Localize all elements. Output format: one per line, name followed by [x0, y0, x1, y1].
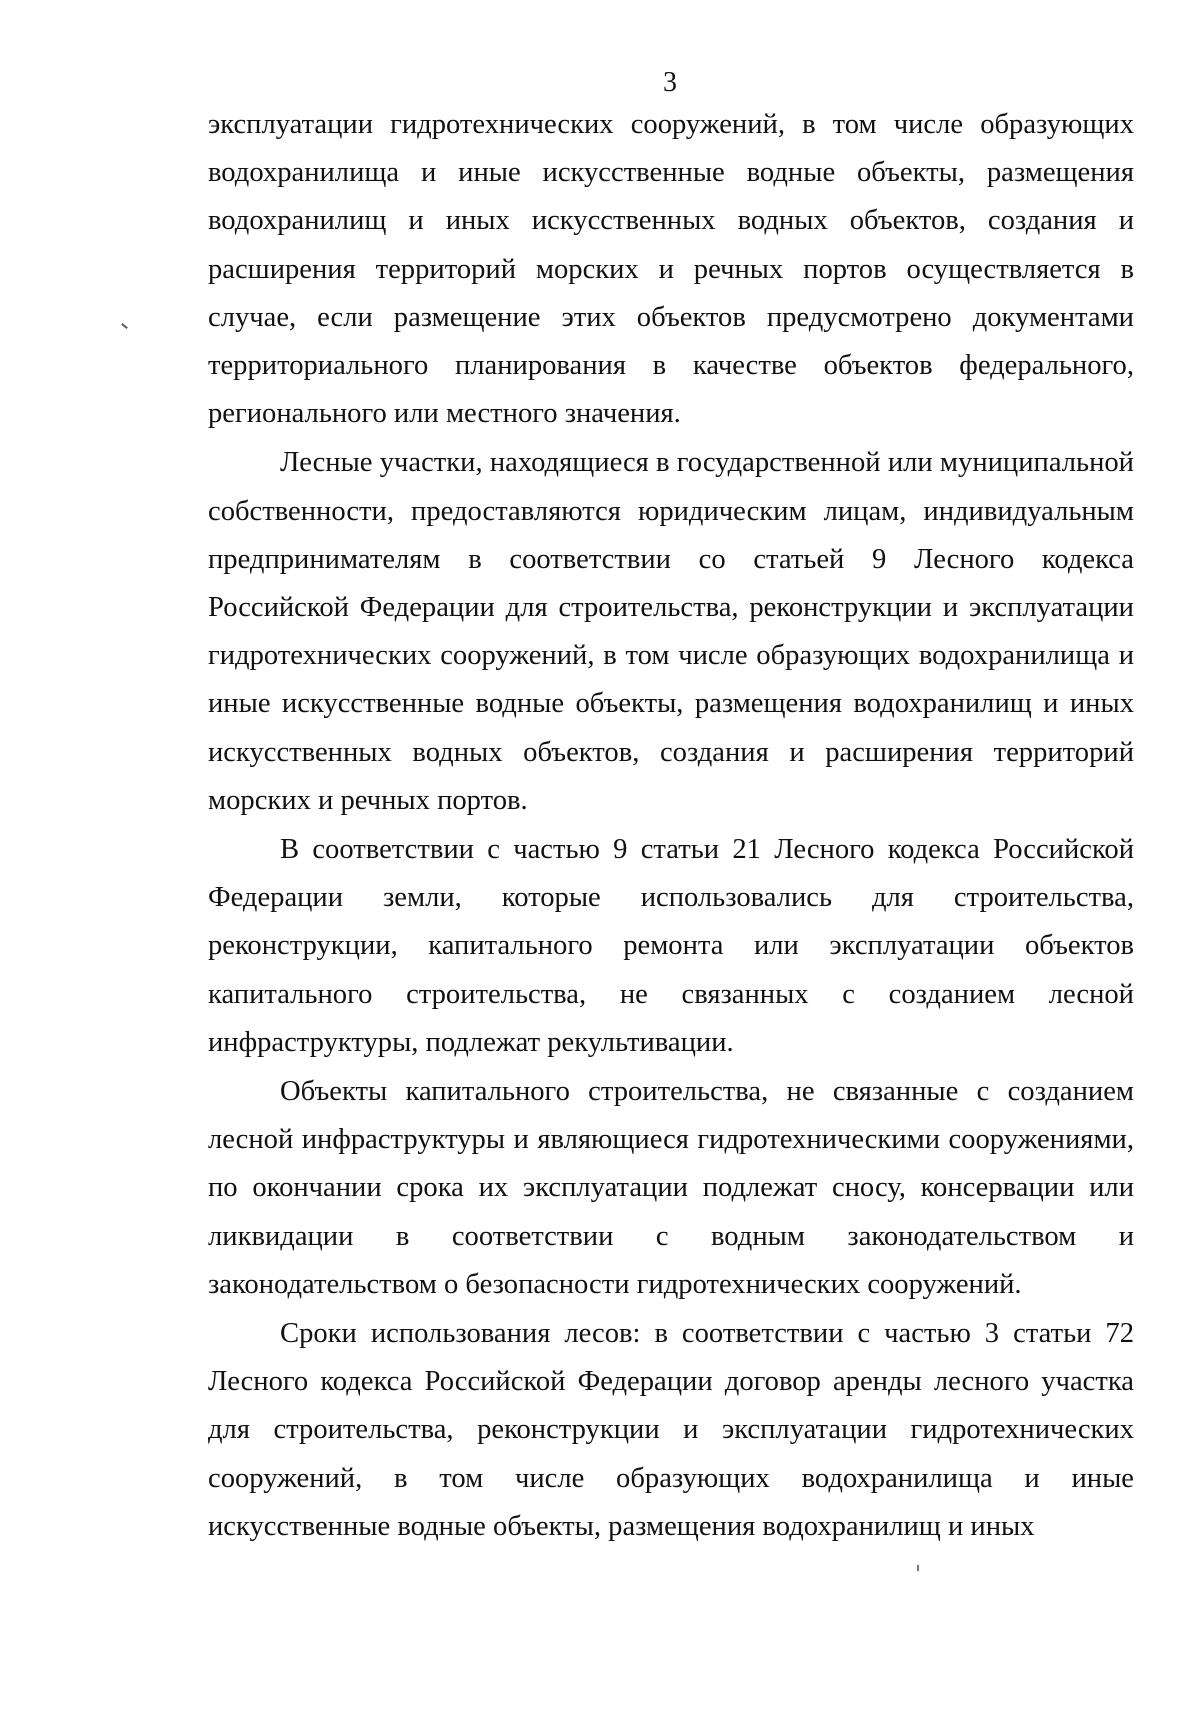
- paragraph-terms: Сроки использования лесов: в соответствии с частью 3 статьи 72 Лесного кодекса Российской Федерации договор аренды лесного участка для строительства, реконструкции и эксплуатации гидротехнических сооружений, в том числе образующих водохранилища и иные искусственные водные объекты, размещения водохранилищ и иных: [208, 1318, 1134, 1542]
- page-number: 3: [663, 67, 677, 98]
- paragraph-recultivation: В соответствии с частью 9 статьи 21 Лесного кодекса Российской Федерации земли, которые использовались для строительства, реконструкции, капитального ремонта или эксплуатации объектов капитального строительства, не связанных с созданием лесной инфраструктуры, подлежат рекультивации.: [208, 834, 1134, 1058]
- paragraph-forest-plots: Лесные участки, находящиеся в государственной или муниципальной собственности, предоставляются юридическим лицам, индивидуальным предпринимателям в соответствии со статьей 9 Лесного кодекса Российской Федерации для строительства, реконструкции и эксплуатации гидротехнических сооружений, в том числе образующих водохранилища и иные искусственные водные объекты, размещения водохранилищ и иных искусственных водных объектов, создания и расширения территорий морских и речных портов.: [208, 447, 1134, 816]
- paragraph-capital-objects: Объекты капитального строительства, не связанные с созданием лесной инфраструктуры и являющиеся гидротехническими сооружениями, по окончании срока их эксплуатации подлежат сносу, консервации или ликвидации в соответствии с водным законодательством и законодательством о безопасности гидротехнических сооружений.: [208, 1076, 1134, 1300]
- scan-artifact-mark: [121, 323, 128, 329]
- scan-artifact-dot: [917, 1565, 919, 1571]
- paragraph-continuation: эксплуатации гидротехнических сооружений, в том числе образующих водохранилища и иные искусственные водные объекты, размещения водохранилищ и иных искусственных водных объектов, создания и расширения территорий морских и речных портов осуществляется в случае, если размещение этих объектов предусмотрено документами территориального планирования в качестве объектов федерального, регионального или местного значения.: [208, 109, 1134, 430]
- document-body: [208, 101, 1134, 1551]
